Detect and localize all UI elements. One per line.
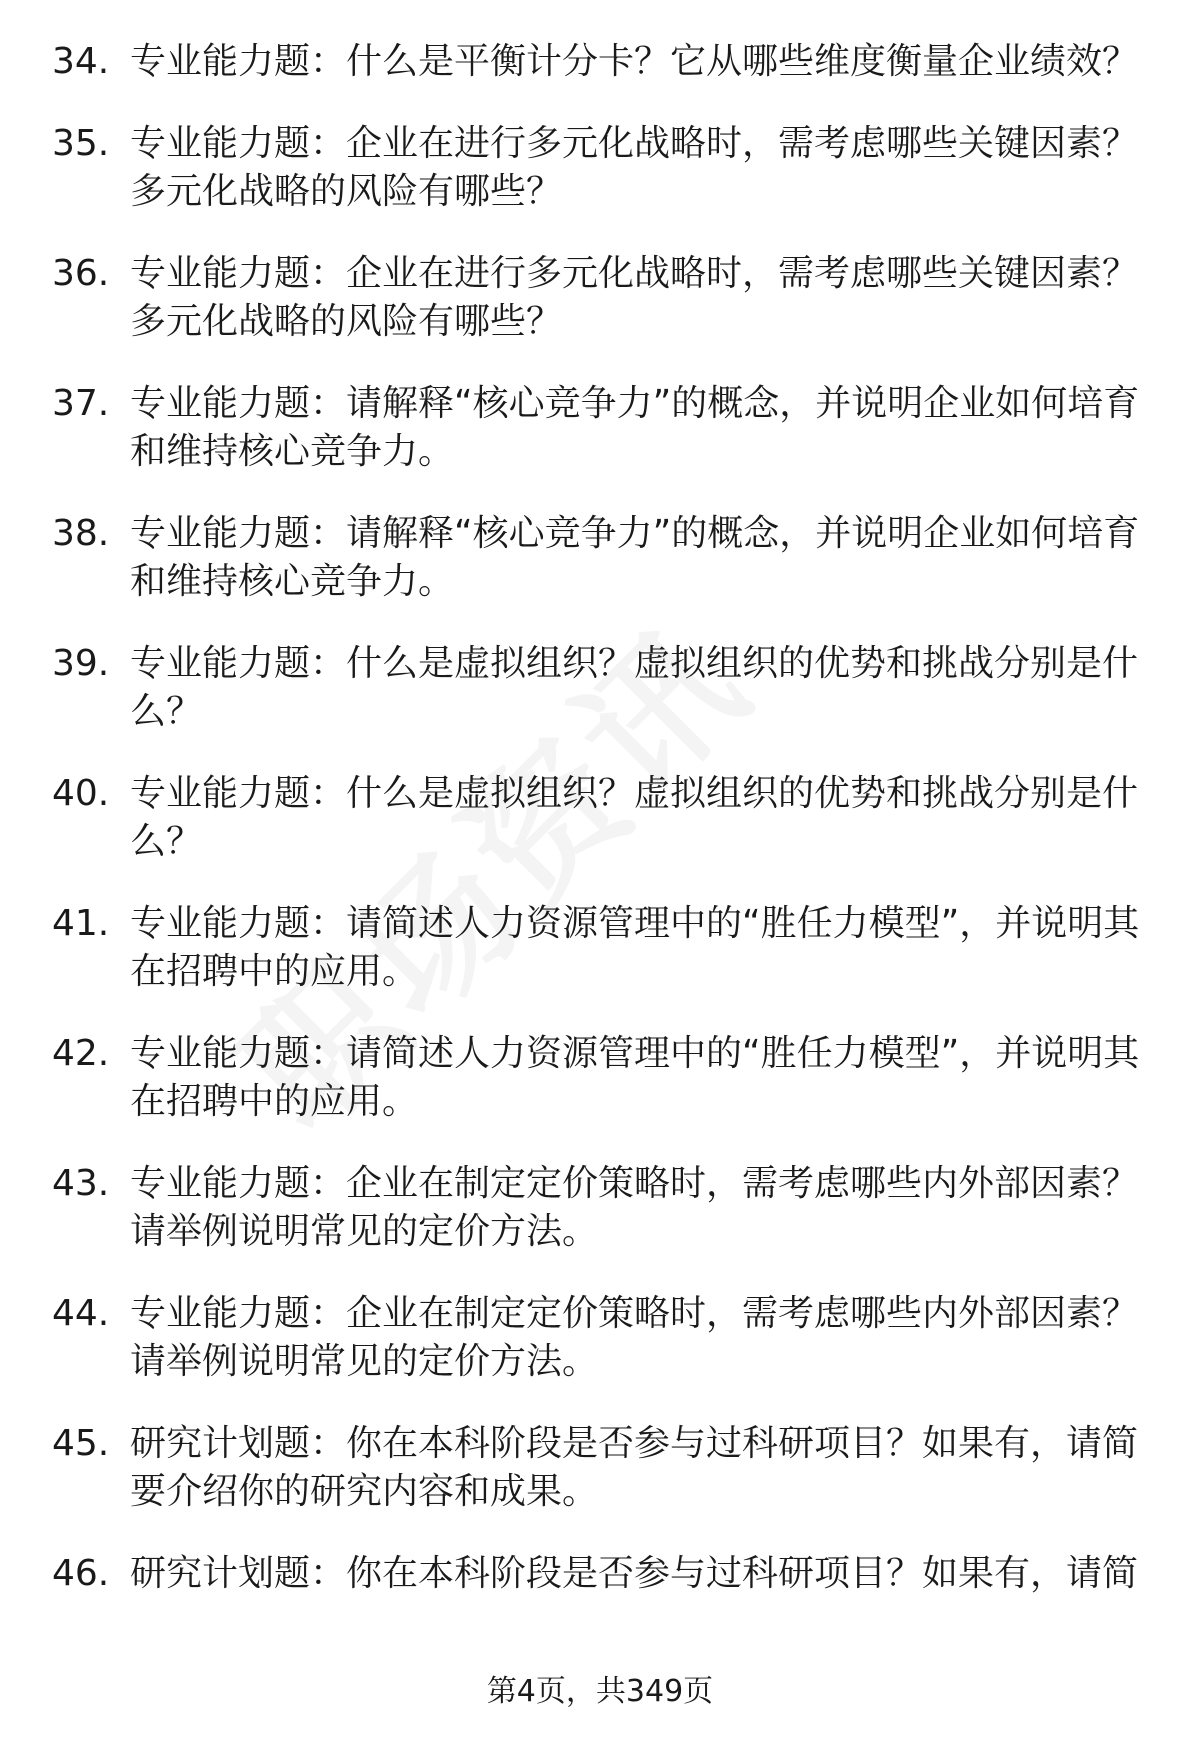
question-text: 专业能力题：什么是虚拟组织？虚拟组织的优势和挑战分别是什么？ <box>130 643 1139 732</box>
question-number: 44. <box>52 1293 110 1334</box>
question-text: 专业能力题：企业在进行多元化战略时，需考虑哪些关键因素？多元化战略的风险有哪些？ <box>130 123 1139 212</box>
question-number: 37. <box>52 383 110 424</box>
question-list <box>0 38 1200 1632</box>
question-item <box>0 380 1200 476</box>
question-item <box>0 640 1200 736</box>
question-item <box>0 1550 1200 1598</box>
question-text: 专业能力题：企业在制定定价策略时，需考虑哪些内外部因素？请举例说明常见的定价方法。 <box>130 1293 1139 1382</box>
question-item <box>0 900 1200 996</box>
question-number: 34. <box>52 41 110 82</box>
question-text: 专业能力题：企业在制定定价策略时，需考虑哪些内外部因素？请举例说明常见的定价方法。 <box>130 1163 1139 1252</box>
question-item <box>0 1420 1200 1516</box>
question-number: 46. <box>52 1553 110 1594</box>
question-text: 专业能力题：请简述人力资源管理中的“胜任力模型”，并说明其在招聘中的应用。 <box>130 903 1140 992</box>
question-text: 专业能力题：企业在进行多元化战略时，需考虑哪些关键因素？多元化战略的风险有哪些？ <box>130 253 1139 342</box>
page-footer: 第4页，共349页 <box>486 1674 714 1709</box>
question-item <box>0 1030 1200 1126</box>
question-item <box>0 38 1200 86</box>
question-item <box>0 1160 1200 1256</box>
question-text: 专业能力题：请简述人力资源管理中的“胜任力模型”，并说明其在招聘中的应用。 <box>130 1033 1140 1122</box>
question-number: 39. <box>52 643 110 684</box>
question-item <box>0 1290 1200 1386</box>
question-text: 专业能力题：请解释“核心竞争力”的概念，并说明企业如何培育和维持核心竞争力。 <box>130 383 1140 472</box>
question-number: 35. <box>52 123 110 164</box>
question-number: 41. <box>52 903 110 944</box>
question-text: 专业能力题：什么是虚拟组织？虚拟组织的优势和挑战分别是什么？ <box>130 773 1139 862</box>
question-text: 专业能力题：请解释“核心竞争力”的概念，并说明企业如何培育和维持核心竞争力。 <box>130 513 1140 602</box>
question-number: 42. <box>52 1033 110 1074</box>
question-number: 45. <box>52 1423 110 1464</box>
question-item <box>0 510 1200 606</box>
question-number: 40. <box>52 773 110 814</box>
question-item <box>0 770 1200 866</box>
question-item <box>0 120 1200 216</box>
question-text: 研究计划题：你在本科阶段是否参与过科研项目？如果有，请简要介绍你的研究内容和成果。 <box>130 1423 1139 1512</box>
question-text: 研究计划题：你在本科阶段是否参与过科研项目？如果有，请简 <box>130 1553 1139 1594</box>
question-item <box>0 250 1200 346</box>
question-number: 43. <box>52 1163 110 1204</box>
question-number: 38. <box>52 513 110 554</box>
question-number: 36. <box>52 253 110 294</box>
question-text: 专业能力题：什么是平衡计分卡？它从哪些维度衡量企业绩效？ <box>130 41 1139 82</box>
